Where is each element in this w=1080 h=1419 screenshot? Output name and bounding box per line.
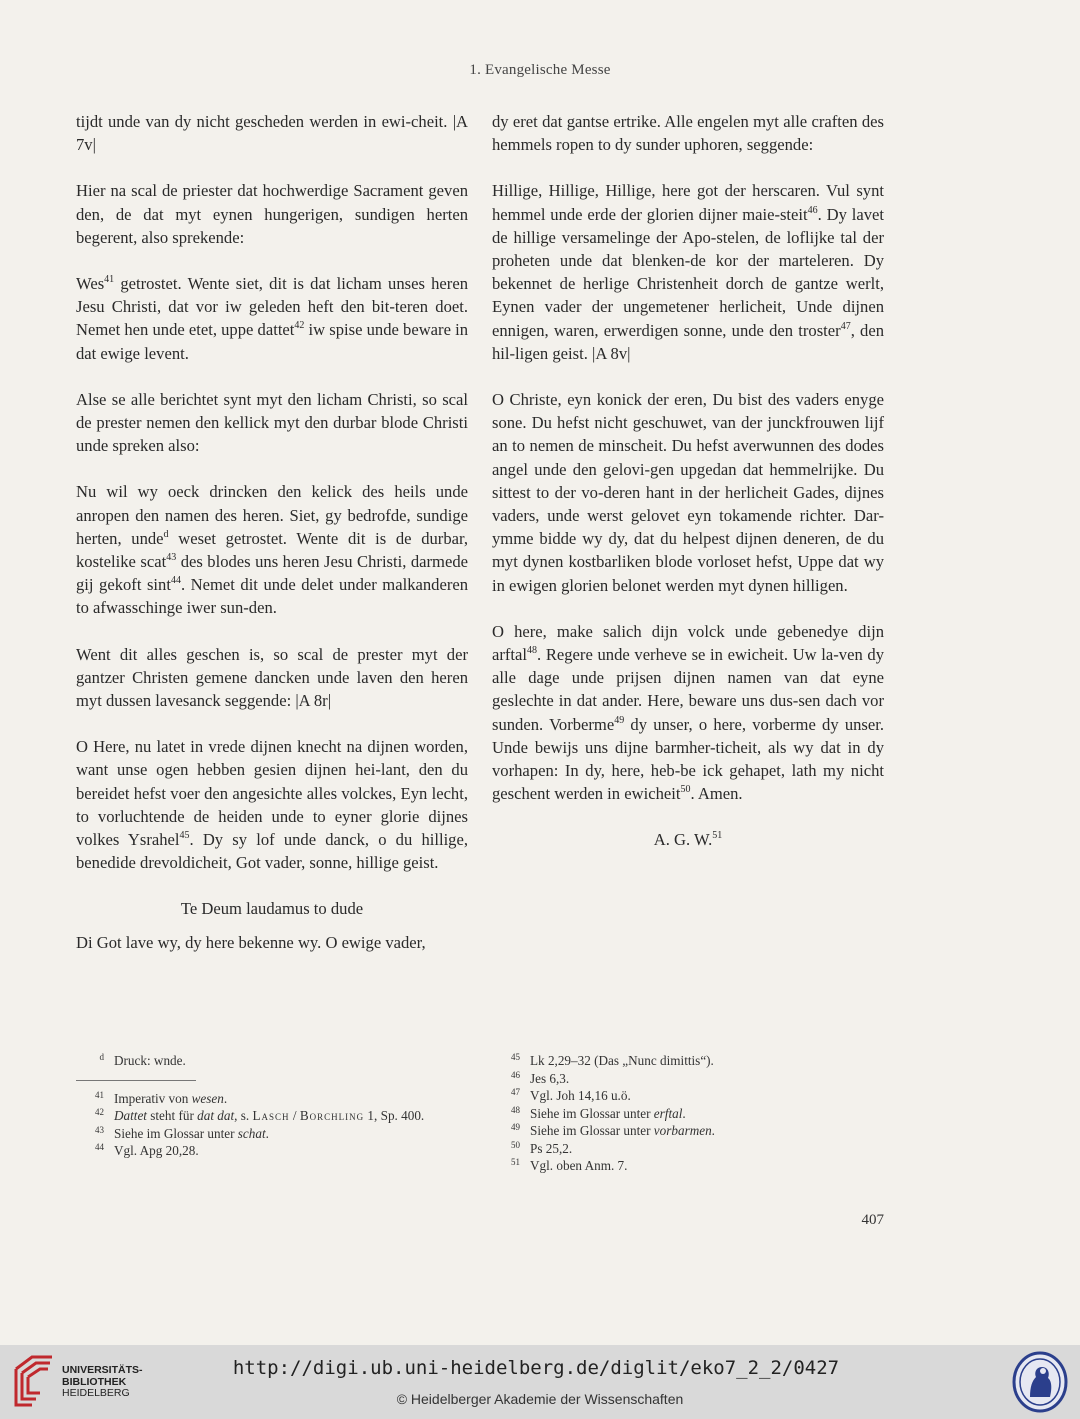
footer-bar (0, 1345, 1080, 1419)
academy-seal-icon[interactable] (1012, 1351, 1068, 1413)
footnote-text: Lk 2,29–32 (Das „Nunc dimittis“). (530, 1053, 714, 1068)
footnote-number: 45 (511, 1052, 520, 1062)
footnote (76, 1107, 468, 1125)
footnote (492, 1087, 884, 1105)
document-url[interactable]: http://digi.ub.uni-heidelberg.de/diglit/eko7_2_2/0427 (232, 1357, 840, 1379)
footnote-number: 43 (95, 1124, 104, 1135)
footnote (492, 1157, 884, 1175)
left-column-paragraph: Nu wil wy oeck drincken den kelick des heils unde anropen den namen des heren. Siet, gy bedrofde, sundige herten, unde$^d$ weset getrostet. Wente dit is de durbar, kostelike scat$^{43}$ des blodes uns heren Jesu Christi, darmede gij gekoft sint$^{44}$. Nemet dit unde delet under malkanderen to afwasschinge iwer sun-den. (76, 482, 469, 618)
footnote (76, 1052, 468, 1070)
footnote-text: Siehe im Glossar unter vorbarmen. (530, 1123, 715, 1138)
library-logo-text: UNIVERSITÄTS- BIBLIOTHEK HEIDELBERG (62, 1364, 143, 1399)
footnote-text: Ps 25,2. (530, 1140, 573, 1156)
footnote-text: Vgl. Joh 14,16 u.ö. (530, 1088, 631, 1103)
footnote (76, 1090, 468, 1108)
right-footnotes (492, 1052, 884, 1175)
footnote-text: Siehe im Glossar unter erftal. (530, 1105, 686, 1121)
footnote-number: 47 (511, 1087, 520, 1097)
left-column-paragraph: Alse se alle berichtet synt myt den licham Christi, so scal de prester nemen den kellick myt den durbar blode Christi unde spreken also: (76, 389, 468, 456)
footnote-number: 41 (95, 1089, 104, 1100)
left-column-paragraph: O Here, nu latet in vrede dijnen knecht na dijnen worden, want unse ogen hebben gesien dijnen hei-lant, den du bereidet hefst voer den angesichte alles volckes, Eyn lecht, to vorluchtende de heiden unde to eyner glorie dijnes volkes Ysrahel$^{45}$. Dy sy lof unde danck, o du hillige, benedide drevoldicheit, Got vader, sonne, hillige geist. (76, 737, 468, 873)
footnote-number: 49 (511, 1122, 520, 1132)
left-column-paragraph: Di Got lave wy, dy here bekenne wy. O ewige vader, (76, 932, 426, 952)
footnote (492, 1070, 884, 1088)
left-column-paragraph: tijdt unde van dy nicht gescheden werden in ewi-cheit. |A 7v| (76, 112, 468, 155)
footnote-number: 46 (511, 1069, 520, 1080)
left-column-paragraph: Wes$^{41}$ getrostet. Wente siet, dit is dat licham unses heren Jesu Christi, dat vor iw geleden heft den bit-teren doet. Nemet hen unde etet, uppe dattet$^{42}$ iw spise unde beware in dat ewige levent. (76, 274, 468, 363)
footnote-number: 50 (511, 1139, 520, 1150)
right-column-paragraph: O here, make salich dijn volck unde gebenedye dijn arftal$^{48}$. Regere unde verheve se in ewicheit. Uw la-ven dy alle dage unde prijsen dijnen namen van dat eyne geslechte in dat ander. Here, beware uns dus-sen dach vor sunden. Vorberme$^{49}$ dy unser, o here, vorberme dy unser. Unde bewijs uns dijne barmher-ticheit, als wy dat in dy vorhapen: In dy, here, heb-be ick gehapet, lath my nicht geschent werden in ewicheit$^{50}$. Amen. (492, 621, 885, 804)
right-text-column (492, 110, 884, 875)
left-column-paragraph: Went dit alles geschen is, so scal de prester myt der gantzer Christen gemene dancken unde laven den heren myt dussen lavesanck seggende: |A 8r| (76, 644, 468, 711)
page-number: 407 (861, 1212, 884, 1228)
footnote-text: Vgl. oben Anm. 7. (530, 1158, 628, 1173)
footnote (492, 1140, 884, 1158)
footnote-number: 42 (95, 1107, 104, 1117)
footnote (492, 1122, 884, 1140)
left-column-paragraph: Hier na scal de priester dat hochwerdige Sacrament geven den, de dat myt eynen hungerigen, sundigen herten begerent, also sprekende: (76, 181, 468, 247)
footnote-text: Imperativ von wesen. (114, 1090, 228, 1106)
footnote-rule (76, 1080, 196, 1081)
footnote-number: 44 (95, 1142, 104, 1152)
left-text-column (76, 110, 468, 977)
footnote-text: Vgl. Apg 20,28. (114, 1143, 199, 1158)
footnote (492, 1105, 884, 1123)
footnote-text: Dattet steht für dat dat, s. Lasch / Borchling 1, Sp. 400. (114, 1108, 425, 1123)
right-column-paragraph: Hillige, Hillige, Hillige, here got der herscaren. Vul synt hemmel unde erde der glorien dijner maie-steit$^{46}$. Dy lavet de hillige versamelinge der Apo-stelen, de loflijke tal der proheten unde dat blenken-de kor der marteleren. Dy bekennet de herlige Christenheit dorch de gantze werlt, Eynen vader der ungemetener herlicheit, Unde dijnen ennigen, waren, erwerdigen sonne, unde den troster$^{47}$, den hil-ligen geist. |A 8v| (492, 181, 884, 363)
running-head: 1. Evangelische Messe (469, 62, 611, 78)
copyright-notice: © Heidelberger Akademie der Wissenschaften (396, 1391, 684, 1407)
right-column-paragraph: O Christe, eyn konick der eren, Du bist des vaders enyge sone. Du hefst nicht geschuwet, van der junckfrouwen lijf an to nemen de minscheit. Du hefst averwunnen des dodes angel unde den gelovi-gen upgedan dat hemmelrijke. Du sittest to der vo-deren hant in der herlicheit Gades, dijnes vaders, unde werst gelovet eyn tokamende richter. Dar-ymme bidde wy dy, dat du helpest dijnen deneren, de du myt dynen kostbarliken blode vorloset hefst, Uppe dat wy in ewigen glorien belonet werden myt dynen hilligen. (492, 390, 884, 595)
footnote-number: 48 (511, 1104, 520, 1115)
left-footnote-list (76, 1090, 468, 1160)
footnote (76, 1142, 468, 1160)
left-footnotes (76, 1052, 468, 1160)
footnote (492, 1052, 884, 1070)
apparatus-notes (76, 1052, 468, 1070)
footnote-number: 51 (511, 1157, 520, 1167)
right-column-paragraph: dy eret dat gantse ertrike. Alle engelen myt alle craften des hemmels ropen to dy sunder uphoren, seggende: (492, 112, 884, 155)
footnote-number: d (99, 1052, 104, 1062)
footnote-text: Jes 6,3. (530, 1070, 570, 1086)
left-column-paragraph: Te Deum laudamus to dude (180, 899, 364, 919)
footnote-text: Druck: wnde. (114, 1053, 186, 1068)
right-column-paragraph: A. G. W.$^{51}$ (653, 830, 723, 850)
footnote-text: Siehe im Glossar unter schat. (114, 1125, 269, 1141)
footnote (76, 1125, 468, 1143)
